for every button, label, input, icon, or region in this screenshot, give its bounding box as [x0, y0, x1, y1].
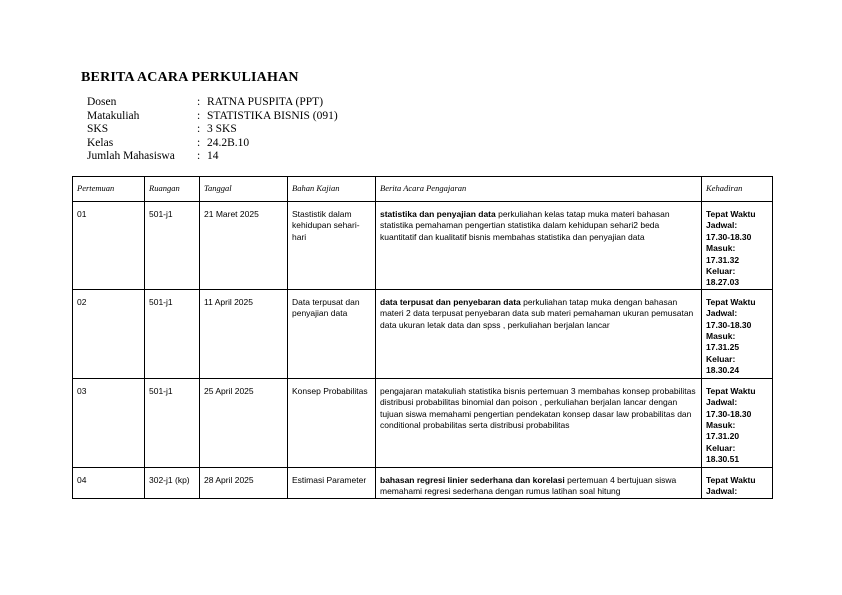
- cell-kehadiran: [702, 202, 773, 290]
- kehadiran-line: Jadwal:: [706, 220, 738, 231]
- kehadiran-line: 17.31.20: [706, 431, 740, 442]
- info-label: Matakuliah: [87, 109, 140, 122]
- cell-tanggal: 11 April 2025: [200, 289, 288, 378]
- cell-pertemuan: 01: [73, 202, 145, 290]
- cell-berita-acara: [376, 467, 702, 498]
- kehadiran-line: Keluar:: [706, 353, 736, 364]
- header-ruangan: Ruangan: [145, 177, 200, 202]
- cell-ruangan: 501-j1: [145, 378, 200, 467]
- cell-ruangan: 302-j1 (kp): [145, 467, 200, 498]
- kehadiran-line: Keluar:: [706, 442, 736, 453]
- kehadiran-line: 17.31.25: [706, 342, 740, 353]
- cell-tanggal: 25 April 2025: [200, 378, 288, 467]
- info-value: RATNA PUSPITA (PPT): [207, 96, 324, 108]
- header-tanggal: Tanggal: [200, 177, 288, 202]
- info-colon: :: [197, 150, 201, 163]
- page-title: BERITA ACARA PERKULIAHAN: [81, 70, 299, 85]
- header-berita-acara: Berita Acara Pengajaran: [376, 177, 702, 202]
- info-colon: :: [197, 109, 201, 122]
- info-label: SKS: [87, 123, 109, 136]
- cell-tanggal: 28 April 2025: [200, 467, 288, 498]
- berita-text: perkuliahan kelas tatap muka materi bahasan statistika pemahaman pengertian statistika dalam kehidupan sehari2 beda kuantitatif dan kualitatif bisnis membahas statistika dan penyajian data: [380, 209, 670, 242]
- kehadiran-status: Tepat Waktu: [706, 209, 756, 219]
- kehadiran-status: Tepat Waktu: [706, 296, 756, 307]
- cell-ruangan: 501-j1: [145, 289, 200, 378]
- info-value: 24.2B.10: [207, 136, 250, 149]
- info-label: Dosen: [87, 96, 117, 108]
- info-colon: :: [197, 96, 201, 108]
- cell-kehadiran: [702, 378, 773, 467]
- kehadiran-line: 17.30-18.30: [706, 408, 752, 419]
- kehadiran-status: Tepat Waktu: [706, 474, 756, 485]
- kehadiran-line: Masuk:: [706, 420, 736, 431]
- table-header-row: [73, 177, 773, 202]
- kehadiran-line: 18.30.51: [706, 454, 740, 465]
- header-pertemuan: Pertemuan: [73, 177, 145, 202]
- info-colon: :: [197, 136, 201, 149]
- berita-lead: bahasan regresi linier sederhana dan korelasi: [380, 474, 565, 485]
- cell-berita-acara: [376, 202, 702, 290]
- berita-lead: statistika dan penyajian data: [380, 209, 496, 219]
- berita-acara-table: [72, 176, 773, 499]
- cell-pertemuan: 04: [73, 467, 145, 498]
- table-row: [73, 467, 773, 498]
- kehadiran-line: 17.30-18.30: [706, 319, 752, 330]
- cell-tanggal: 21 Maret 2025: [200, 202, 288, 290]
- cell-pertemuan: 02: [73, 289, 145, 378]
- info-row-jumlah-mahasiswa: [87, 150, 338, 164]
- info-value: 14: [207, 150, 219, 163]
- cell-pertemuan: 03: [73, 378, 145, 467]
- berita-text: pengajaran matakuliah statistika bisnis pertemuan 3 membahas konsep probabilitas distribusi probabilitas binomial dan poison , perkuliahan berjalan lancar dengan tujuan siswa memahami pengertian pendekatan konsep dasar law probabilitas dan conditional probabilitas serta distribusi probabilitas: [380, 385, 696, 431]
- cell-kehadiran: [702, 289, 773, 378]
- info-colon: :: [197, 123, 201, 136]
- info-label: Kelas: [87, 136, 114, 149]
- berita-lead: data terpusat dan penyebaran data: [380, 296, 521, 307]
- cell-bahan-kajian: Data terpusat dan penyajian data: [288, 289, 376, 378]
- kehadiran-line: Masuk:: [706, 243, 736, 254]
- cell-bahan-kajian: Estimasi Parameter: [288, 467, 376, 498]
- header-kehadiran: Kehadiran: [702, 177, 773, 202]
- info-block: [87, 96, 338, 164]
- kehadiran-line: 17.30-18.30: [706, 231, 752, 242]
- kehadiran-line: 18.27.03: [706, 277, 740, 288]
- info-row-dosen: [87, 96, 338, 110]
- kehadiran-line: Jadwal:: [706, 308, 738, 319]
- berita-text: pertemuan 4 bertujuan siswa memahami regresi sederhana dengan rumus latihan soal hitung: [380, 474, 677, 497]
- header-bahan-kajian: Bahan Kajian: [288, 177, 376, 202]
- cell-ruangan: 501-j1: [145, 202, 200, 290]
- cell-bahan-kajian: Konsep Probabilitas: [288, 378, 376, 467]
- cell-berita-acara: [376, 289, 702, 378]
- table-row: [73, 202, 773, 290]
- info-row-kelas: [87, 137, 338, 151]
- kehadiran-status: Tepat Waktu: [706, 385, 756, 396]
- kehadiran-line: Jadwal:: [706, 397, 738, 408]
- info-label: Jumlah Mahasiswa: [87, 150, 175, 163]
- info-row-sks: [87, 123, 338, 137]
- info-row-matakuliah: [87, 110, 338, 124]
- kehadiran-line: Keluar:: [706, 266, 736, 277]
- cell-kehadiran: [702, 467, 773, 498]
- kehadiran-line: Jadwal:: [706, 486, 738, 497]
- table-row: [73, 378, 773, 467]
- kehadiran-line: 17.31.32: [706, 254, 740, 265]
- kehadiran-line: Masuk:: [706, 331, 736, 342]
- berita-text: perkuliahan tatap muka dengan bahasan materi 2 data terpusat penyebaran data sub materi pemahaman ukuran pemusatan data ukuran letak data dan spss , perkuliahan berjalan lancar: [380, 296, 694, 330]
- kehadiran-line: 18.30.24: [706, 365, 740, 376]
- table-row: [73, 289, 773, 378]
- info-value: STATISTIKA BISNIS (091): [207, 109, 338, 122]
- cell-berita-acara: [376, 378, 702, 467]
- info-value: 3 SKS: [207, 123, 237, 136]
- cell-bahan-kajian: Stastistik dalam kehidupan sehari-hari: [288, 202, 376, 290]
